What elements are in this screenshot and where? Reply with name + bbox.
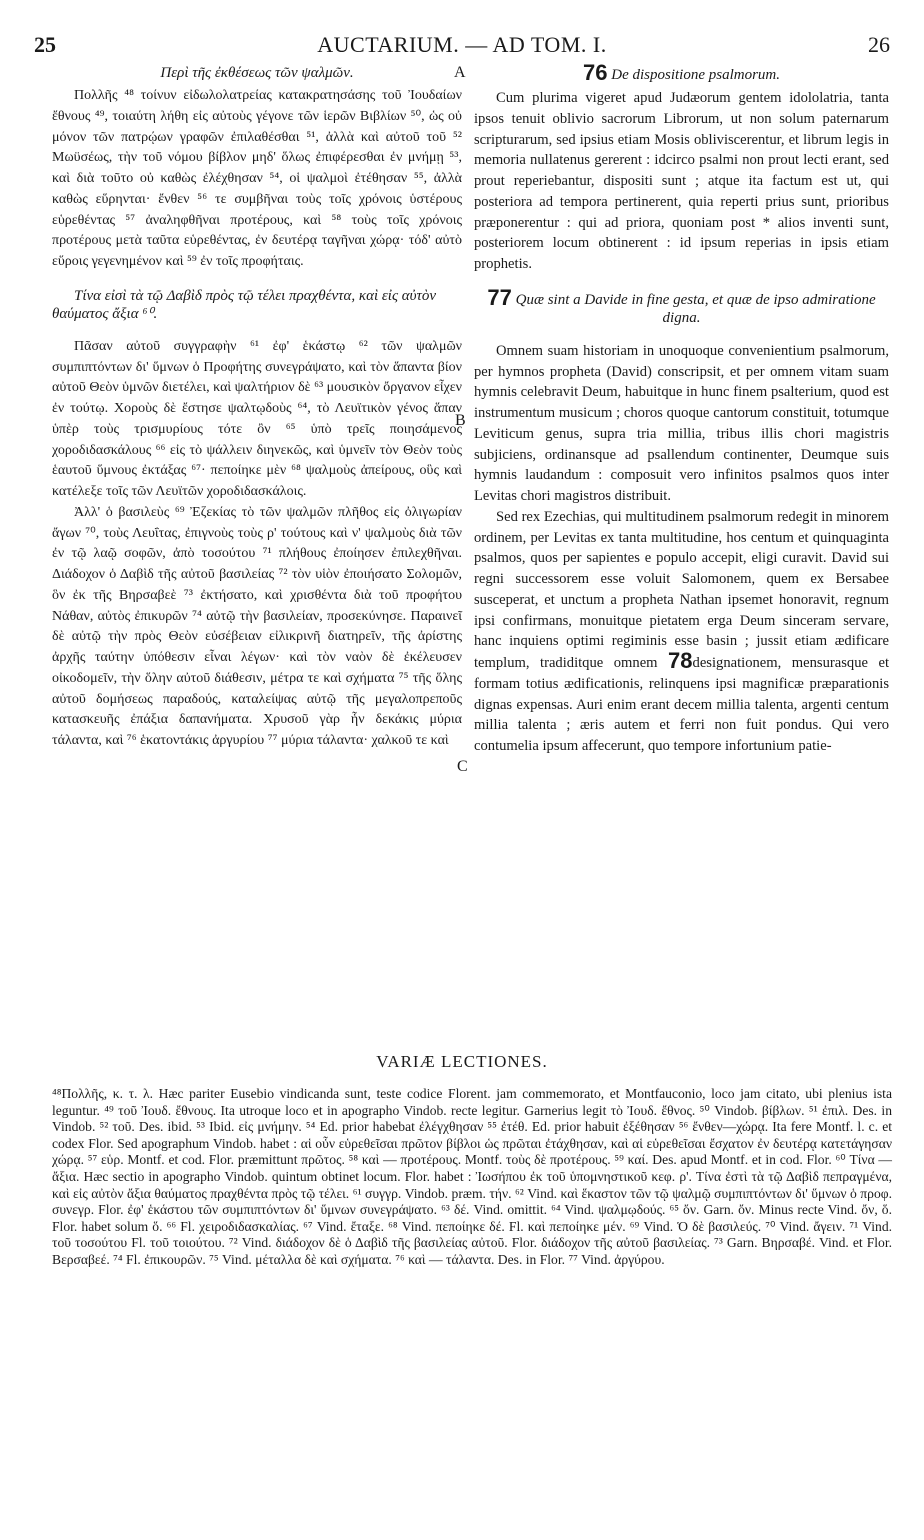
variae-lectiones-notes <box>52 1086 892 1269</box>
page-number-right: 26 <box>868 32 890 57</box>
variant-note: ⁵⁹ καί. Des. apud Montf. et in cod. Flor. <box>614 1152 832 1168</box>
variant-note: ⁶² Vind. καὶ ἕκαστον τῶν τῷ ψαλμῷ συμπιπτόντων δι' ὕμνων ὁ προφ. συνεγρ. Flor. ἐφ' ἑκάστου τῶν συμπιπτόντων δι' ὕμνων συνεγράψατο. <box>52 1185 892 1218</box>
latin-paragraph-3-part-2: designationem, mensurasque et formam totius ædificationis, relinquens ipsi magnificæ præparationis dignas expensas. Auri enim erant decem millia talenta, argenti centum millia talenta ; æris autem et ferri non fuit pondus. Qui vero contumelia ipsum affecerunt, quo tempore infortunium patie- <box>474 655 889 754</box>
variant-note: ⁷³ Garn. Βηρσαβέ. Vind. et Flor. Βερσαβεέ. <box>52 1235 893 1267</box>
greek-column <box>52 64 462 752</box>
margin-letter-c: C <box>457 758 468 775</box>
variant-note: ⁶¹ συγγρ. Vindob. præm. τήν. <box>352 1185 512 1201</box>
greek-paragraph-1: Πολλῆς ⁴⁸ τοίνυν εἰδωλολατρείας κατακρατησάσης τοῦ Ἰουδαίων ἔθνους ⁴⁹, τοιαύτη λήθη εἰς αὐτοὺς γέγονε τῶν ἱερῶν Βιβλίων ⁵⁰, ὡς οὐ μόνον τῶν πατρῴων γραφῶν ἐπιλαθέσθαι ⁵¹, ἀλλὰ καὶ αὐτοῦ τοῦ ⁵² Μωϋσέως, τὴν τοῦ νόμου βίβλον μηδ' ὅλως ἐπιφέρεσθαι ἐν μνήμῃ ⁵³, καὶ διὰ τοῦτο οὐ καθὼς ἐλέχθησαν ⁵⁴, οἱ ψαλμοὶ ἐτέθησαν ⁵⁵, ἀλλὰ καθὼς εὕρηνται· ἔνθεν ⁵⁶ τε συμβῆναι τοὺς τοῖς χρόνοις ὑστέρους εὑρεθέντας ⁵⁷ ἀναληφθῆναι προτέρους, καὶ ⁵⁸ τοὺς τοῖς χρόνοις προτέρους μετὰ ταῦτα εὑρεθέντας, ἐν δευτέρᾳ ταγῆναι χώρᾳ· τόδ' αὐτὸ εὕροις γεγενημένον καὶ ⁵⁹ ἐν τοῖς προφήταις. <box>52 88 462 269</box>
running-header <box>32 32 892 58</box>
variant-note: ⁷² Vind. διάδοχον δὲ ὁ Δαβὶδ τῆς βασιλείας αὐτοῦ. Flor. διάδοχον τῆς αὐτοῦ βασιλείας. <box>228 1235 710 1251</box>
variant-note: ⁷⁷ Vind. ἀργύρου. <box>568 1251 665 1267</box>
section-number-78: 78 <box>668 648 693 673</box>
variant-note: ⁶⁵ ὄν. Garn. ὄν. Minus recte Vind. ὄν, ὅ. Flor. habet solum ὅ. <box>52 1202 892 1234</box>
margin-letter-b: B <box>455 412 466 429</box>
variant-note: ⁶³ δέ. Vind. omittit. <box>441 1202 548 1218</box>
margin-letter-a: A <box>454 64 466 81</box>
greek-paragraph-2: Πᾶσαν αὐτοῦ συγγραφὴν ⁶¹ ἐφ' ἑκάστῳ ⁶² τῶν ψαλμῶν συμπιπτόντων δι' ὕμνων ὁ Προφήτης συνεγράψατο, καὶ τὸν ἅπαντα βίον αὐτοῦ Θεὸν ὑμνῶν διετέλει, καὶ ψαλτήριον δὲ ⁶³ μουσικὸν ὄργανον εἶχεν ἐν τούτῳ. Χοροὺς δὲ ἔστησε ψαλτῳδοὺς ⁶⁴, τὸ Λευϊτικὸν γένος ἅπαν ὑπὲρ τοὺς τρισμυρίους τότε ὂν ⁶⁵ ὑπὸ τρεῖς ποιησάμενος χοροδιδασκάλους ⁶⁶ εἰς τὸ ψάλλειν διηνεκῶς, καὶ ὑμνεῖν τὸν Θεὸν τοὺς ἑαυτοῦ ὕμνους ἐκτάξας ⁶⁷· πεποίηκε μὲν ⁶⁸ ψαλμοὺς ἀπείρους, οὓς καὶ κατέλεξε τοῖς τῶν Λευϊτῶν χοροδιδασκάλοις. <box>52 338 463 499</box>
variant-note: ⁵³ Ibid. εἰς μνήμην. <box>196 1119 302 1135</box>
greek-paragraph-3: Ἀλλ' ὁ βασιλεὺς ⁶⁹ Ἐζεκίας τὸ τῶν ψαλμῶν πλῆθος εἰς ὀλιγωρίαν ἄγων ⁷⁰, τοὺς Λευΐτας, ἐπιγνοὺς τοὺς ρ' τούτους καὶ ν' ψαλμοὺς διὰ τῶν ἐν τῷ λαῷ σοφῶν, ἀπὸ τοσούτου ⁷¹ πλήθους ἐποίησεν ἐπιλεχθῆναι. Διάδοχον ὁ Δαβὶδ τῆς αὐτοῦ βασιλείας ⁷² τὸν υἱὸν ἐποιήσατο Σολομῶν, ὃν ἐκ τῆς Βηρσαβεὲ ⁷³ ἐκτήσατο, καὶ χρισθέντα διὰ τοῦ προφήτου Νάθαν, αὐτὸς ἐπικυρῶν ⁷⁴ αὐτῷ τὴν βασιλείαν, προσεκύνησε. Παραινεῖ δὲ αὐτῷ τὴν πρὸς Θεὸν εὐσέβειαν εἰλικρινῆ διατηρεῖν, τῆς ἀρίστης ἀρχῆς ταύτην ὑπόθεσιν εἶναι λέγων· καὶ τὸν ναὸν δὲ ἐκέλευσεν οἰκοδομεῖν, τὴν ὅλην αὐτοῦ διάθεσιν, μέτρα τε καὶ σχήματα ⁷⁵ τῆς ὅλης αὐτοῦ δομήσεως παραδούς, καταλείψας αὐτῷ τῆς μεγαλοπρεποῦς κατασκευῆς ἐπάξια δαπανήματα. Χρυσοῦ γὰρ ἦν δεκάκις μύρια τάλαντα, καὶ ⁷⁶ ἑκατοντάκις ἀργυρίου ⁷⁷ μύρια τάλαντα· χαλκοῦ τε καὶ <box>52 504 462 748</box>
variant-note: ⁴⁸Πολλῆς, κ. τ. λ. Hæc pariter Eusebio vindicanda sunt, teste codice Florent. jam commemorato, et Montfauconio, loco jam citato, ubi plenius ista leguntur. <box>52 1086 892 1118</box>
page-number-left: 25 <box>34 32 56 57</box>
variant-note: ⁶⁰ Τίνα — ἄξια. Hæc sectio in apographo Vindob. quintum obtinet locum. Flor. habet : Ἰωσήπου ἐκ τοῦ ὑπομνηστικοῦ κεφ. ρ'. Τίνα ἐστὶ τὰ τῷ Δαβὶδ πεπραγμένα, καὶ εἰς αὐτὸν ἄξια θαύματος πραχθέντα πρὸς τῷ τέλει. <box>52 1152 893 1201</box>
latin-paragraph-2: Omnem suam historiam in unoquoque convenientium psalmorum, per hymnos propheta (David) conscripsit, et per omnem vitam suam hymnis celebravit Deum, habuitque in hunc finem psalterium, quod est instrumentum musicum ; choros quoque cantorum constituit, totumque Leviticum genus, supra tria millia, tribus illis chori magistris subjiciens, ordinansque ad psallendum continenter, Deumque suis hymnis laudandum : composuit vero infinitos psalmos quos inter Levitas chori magistros distribuit. <box>474 342 889 504</box>
latin-section-title-1 <box>474 60 889 85</box>
running-title: AUCTARIUM. — AD TOM. I. <box>317 32 607 57</box>
variant-note: ⁷⁴ Fl. ἐπικουρῶν. <box>113 1251 206 1267</box>
variant-note: ⁵⁴ Ed. prior habebat ἐλέγχθησαν <box>305 1119 484 1135</box>
variant-note: ⁷⁰ Vind. ἄγειν. <box>765 1218 846 1234</box>
variant-note: ⁷⁶ καὶ — τάλαντα. Des. in Flor. <box>395 1251 566 1267</box>
variant-note: ⁷⁵ Vind. μέταλλα δὲ καὶ σχήματα. <box>209 1251 392 1267</box>
latin-paragraph-3-part-1: Sed rex Ezechias, qui multitudinem psalmorum redegit in minorem ordinem, per Levitas ex tanta multitudine, hos centum et quinquaginta psalmos, quos per sapientes e populo accepit, eligi curavit. David sui regni successorem esse voluit Salomonem, quem ex Bersabee susceperat, et unctum a propheta Nathan ipsemet honoravit, regnum ipsi confirmans, monuitque pietatem erga Deum sinceram servare, hanc inquiens optimi regiminis esse basin ; jussit etiam ædificare templum, tradiditque omnem <box>474 508 889 671</box>
variant-note: ⁵⁵ ἐτέθ. Ed. prior habuit ἐξέθησαν <box>487 1119 675 1135</box>
variant-note: ⁵⁶ ἔνθεν—χώρᾳ. Ita fere Montf. l. c. et codex Flor. Sed apographum Vindob. habet : αἱ οὖν εὑρεθεῖσαι πρῶτον βίβλοι ὡς πρῶται ἐτάχθησαν, καὶ αἱ εὑρεθεῖσαι ἔσχατον ἐν δευτέρᾳ κατετάγησαν χώρᾳ. <box>52 1119 893 1168</box>
variant-note: ⁷¹ Vind. τοῦ τοσούτου Fl. τοῦ τοιούτου. <box>52 1218 893 1251</box>
latin-column <box>474 60 889 757</box>
section-number-76: 76 <box>583 60 608 85</box>
greek-section-title-2: Τίνα εἰσὶ τὰ τῷ Δαβὶδ πρὸς τῷ τέλει πραχθέντα, καὶ εἰς αὐτὸν θαύματος ἄξια ⁶⁰. <box>52 287 437 322</box>
variant-note: ⁵² τοῦ. Des. ibid. <box>99 1119 193 1135</box>
latin-section-title-2-text: Quæ sint a Davide in fine gesta, et quæ de ipso admiratione digna. <box>515 291 876 326</box>
variae-lectiones-title: VARIÆ LECTIONES. <box>376 1052 548 1071</box>
variant-note: ⁵¹ ἐπιλ. Des. in Vindob. <box>52 1102 892 1135</box>
variant-note: ⁶⁸ Vind. πεποίηκε δέ. Fl. καὶ πεποίηκε μέν. <box>388 1218 626 1234</box>
variant-note: ⁶⁶ Fl. χειροδιδασκαλίας. <box>166 1218 299 1234</box>
variant-note: ⁵⁸ καὶ — προτέρους. Montf. τοὺς δὲ προτέρους. <box>348 1152 611 1168</box>
latin-section-title-2 <box>474 284 889 327</box>
section-number-77: 77 <box>487 284 512 310</box>
latin-section-title-1-text: De dispositione psalmorum. <box>611 67 780 83</box>
variant-note: ⁶⁷ Vind. ἔταξε. <box>303 1218 385 1234</box>
variant-note: ⁵⁰ Vindob. βίβλων. <box>699 1102 805 1118</box>
latin-paragraph-1: Cum plurima vigeret apud Judæorum gentem idololatria, tanta ipsos tenuit oblivio sacrorum Librorum, ut non solum paternarum scripturarum, sed ipsius etiam Mosis obliviscerentur, et librum legis in memoria nullatenus gererent : idcirco psalmi non prout lecti erant, sed prout reperiebantur, dispositi sunt ; atque ita factum est ut, qui posteriora ad tempora pertinerent, quia reperti prius sunt, prioribus præponerentur : qui ad priora, quoniam post * alios inventi sunt, posteriorem locum obtinerent : id ipsum reperias in ipsis etiam prophetis. <box>474 90 889 272</box>
variant-note: ⁵⁷ εὑρ. Montf. et cod. Flor. præmittunt πρῶτος. <box>87 1152 345 1168</box>
variant-note: ⁶⁴ Vind. ψαλμῳδούς. <box>551 1202 666 1218</box>
greek-section-title-1: Περὶ τῆς ἐκθέσεως τῶν ψαλμῶν. <box>160 65 354 81</box>
variant-note: ⁶⁹ Vind. Ὁ δὲ βασιλεύς. <box>629 1218 762 1234</box>
latin-paragraph-3 <box>474 507 889 757</box>
variant-note: ⁴⁹ τοῦ Ἰουδ. ἔθνους. Ita utroque loco et in apographo Vindob. recte legitur. Garnerius legit τὸ Ἰουδ. ἔθνος. <box>104 1102 696 1118</box>
